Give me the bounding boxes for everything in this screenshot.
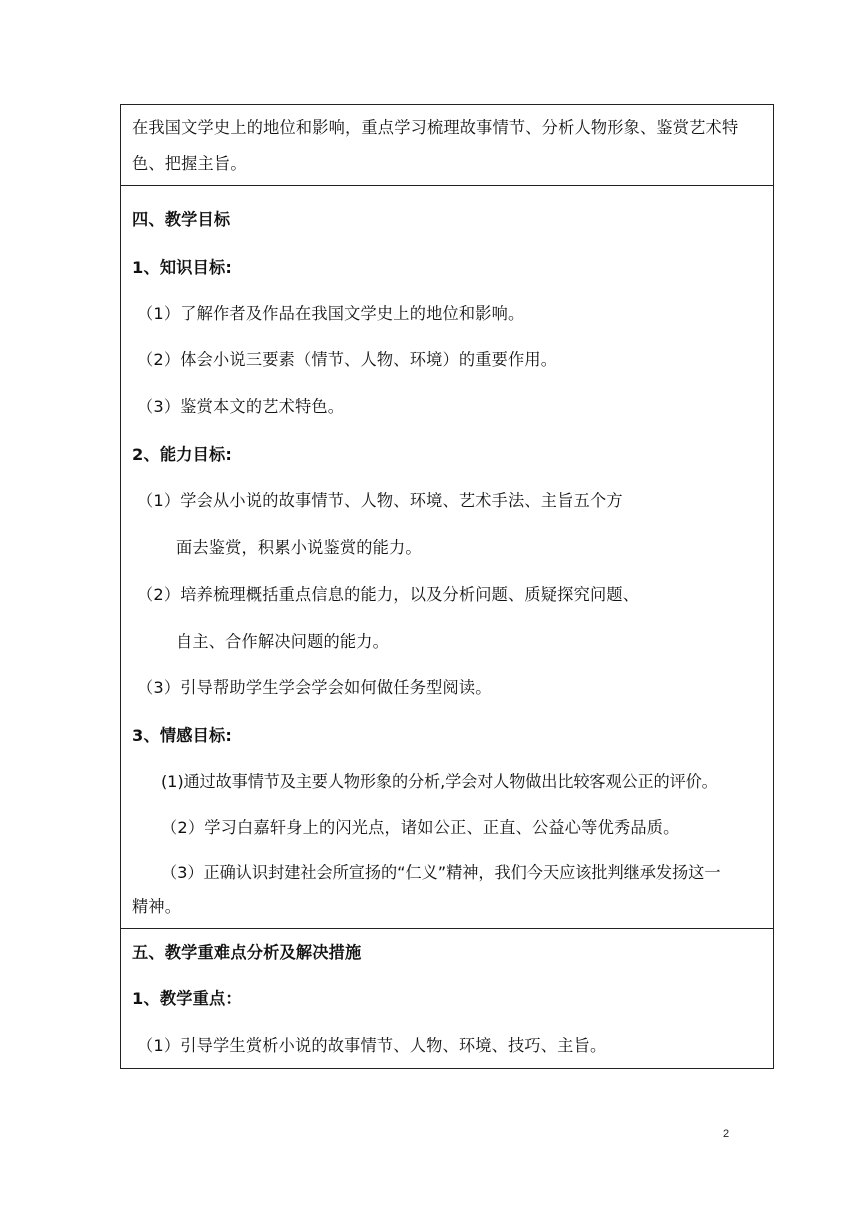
intro-line-1: 在我国文学史上的地位和影响，重点学习梳理故事情节、分析人物形象、鉴赏艺术特 <box>132 118 739 137</box>
ability-item-3: （3）引导帮助学生学会学会如何做任务型阅读。 <box>137 678 492 697</box>
knowledge-item-1: （1）了解作者及作品在我国文学史上的地位和影响。 <box>137 304 525 323</box>
knowledge-item-2: （2）体会小说三要素（情节、人物、环境）的重要作用。 <box>137 350 558 369</box>
emotion-item-1: (1)通过故事情节及主要人物形象的分析,学会对人物做出比较客观公正的评价。 <box>161 772 718 791</box>
intro-line-2: 色、把握主旨。 <box>132 154 247 173</box>
key-points-heading: 1、教学重点： <box>132 989 242 1008</box>
lesson-plan-table <box>120 104 774 1069</box>
emotion-heading: 3、情感目标: <box>132 726 233 745</box>
ability-heading: 2、能力目标: <box>132 445 233 464</box>
objectives-heading: 四、教学目标 <box>132 210 231 229</box>
emotion-item-3-line-1: （3）正确认识封建社会所宣扬的“仁义”精神，我们今天应该批判继承发扬这一 <box>161 863 721 882</box>
key-points-item-1: （1）引导学生赏析小说的故事情节、人物、环境、技巧、主旨。 <box>137 1036 607 1055</box>
ability-item-1-line-1: （1）学会从小说的故事情节、人物、环境、艺术手法、主旨五个方 <box>137 491 623 510</box>
objectives-cell <box>121 185 773 928</box>
knowledge-heading: 1、知识目标: <box>132 258 233 277</box>
emotion-item-3-line-2: 精神。 <box>132 897 182 916</box>
ability-item-2-line-1: （2）培养梳理概括重点信息的能力，以及分析问题、质疑探究问题、 <box>137 585 640 604</box>
difficulties-cell <box>121 928 773 1068</box>
ability-item-1-line-2: 面去鉴赏，积累小说鉴赏的能力。 <box>176 538 422 557</box>
emotion-item-2: （2）学习白嘉轩身上的闪光点，诸如公正、正直、公益心等优秀品质。 <box>161 818 680 837</box>
intro-cell <box>121 105 773 185</box>
page-number: 2 <box>723 1128 730 1140</box>
knowledge-item-3: （3）鉴赏本文的艺术特色。 <box>137 397 345 416</box>
difficulties-heading: 五、教学重难点分析及解决措施 <box>132 943 362 962</box>
ability-item-2-line-2: 自主、合作解决问题的能力。 <box>176 632 390 651</box>
